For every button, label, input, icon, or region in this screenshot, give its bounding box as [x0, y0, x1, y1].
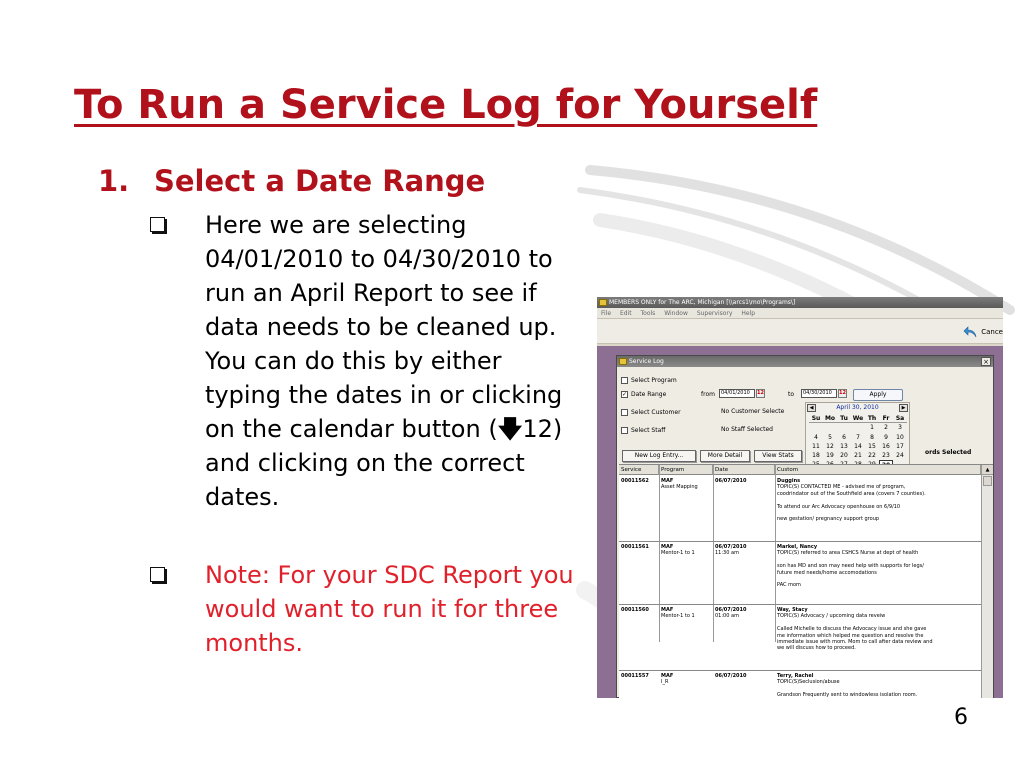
service-id-cell: [621, 544, 649, 550]
cell-text: future med needs/home accomodations: [777, 569, 877, 576]
cell-text: Way, Stacy: [777, 607, 808, 613]
cell-text: 00011557: [621, 673, 649, 679]
calendar-day[interactable]: 1: [870, 424, 874, 432]
date-cell: [715, 544, 746, 557]
cell-text: MAF: [661, 478, 674, 484]
cell-text: MAF: [661, 544, 674, 550]
calendar-day[interactable]: 19: [826, 452, 834, 460]
col-header-date[interactable]: Date: [713, 465, 775, 475]
app-titlebar: [597, 297, 1003, 308]
cell-text: Duggins: [777, 478, 801, 484]
cell-text: coodrindator out of the Southfield area (covers 7 counties).: [777, 490, 926, 497]
to-label: to: [788, 391, 795, 398]
cell-text: MAF: [661, 607, 674, 613]
cell-text: me information which helped me question and resolve the: [777, 632, 924, 639]
cell-text: new gestation/ pregnancy support group: [777, 516, 880, 523]
cell-text: TOPIC(S) Advocacy / upcoming data reveiw: [777, 613, 886, 620]
no-staff-text: No Staff Selected: [721, 426, 773, 433]
calendar-month: April 30, 2010: [836, 404, 879, 411]
cell-text: we will discuss how to proceed.: [777, 645, 856, 652]
new-log-entry-button[interactable]: New Log Entry...: [622, 450, 696, 462]
no-customer-text: No Customer Selecte: [721, 408, 785, 415]
calendar-day[interactable]: 22: [868, 452, 876, 460]
bullet-text-tail: 12) and clicking on the correct dates.: [205, 415, 563, 511]
step-text: Select a Date Range: [154, 164, 486, 198]
service-log-window: [616, 355, 994, 698]
col-header-customer[interactable]: Custom: [775, 465, 981, 475]
calendar-dow: Tu: [837, 414, 851, 423]
cell-text: 00011561: [621, 544, 649, 550]
date-range-label: Date Range: [631, 391, 667, 398]
cell-text: 06/07/2010: [715, 673, 747, 679]
calendar-blank: [837, 423, 851, 432]
customer-notes-cell: [777, 607, 933, 652]
cell-text: 11:30 am: [715, 550, 739, 557]
cell-text: 00011560: [621, 607, 649, 613]
to-calendar-button[interactable]: 12: [839, 390, 846, 396]
calendar-day[interactable]: 3: [898, 424, 902, 432]
calendar-dow: Su: [809, 414, 823, 423]
select-staff-label: Select Staff: [631, 427, 666, 434]
customer-notes-cell: [777, 478, 926, 523]
back-arrow-icon: [963, 326, 977, 338]
program-cell: [661, 607, 695, 620]
down-arrow-icon: 🡇: [497, 415, 523, 443]
cell-text: 01:00 am: [715, 613, 739, 620]
calendar-blank: [851, 423, 865, 432]
menu-supervisory[interactable]: Supervisory: [696, 310, 733, 317]
service-id-cell: [621, 607, 649, 613]
calendar-day[interactable]: 21: [854, 452, 862, 460]
customer-notes-cell: [777, 673, 917, 698]
cell-text: TOPIC(S) referred to area CSHCS Nurse at dept of health: [777, 550, 919, 557]
calendar-day[interactable]: 8: [870, 433, 874, 441]
cell-text: I_R: [661, 679, 669, 686]
cell-text: PAC mom: [777, 582, 801, 589]
service-log-grid: [619, 464, 993, 698]
calendar-grid: [809, 414, 909, 470]
cell-text: son has MD and son may need help with supports for legs/: [777, 563, 924, 570]
cell-text: TOPIC(S) CONTACTED ME - advised me of program,: [777, 484, 906, 491]
step-heading: [98, 164, 485, 198]
calendar-day[interactable]: 10: [896, 433, 904, 441]
cell-text: Asset Mapping: [661, 484, 698, 491]
menu-help[interactable]: Help: [741, 310, 756, 317]
calendar-day[interactable]: 9: [884, 433, 888, 441]
program-cell: [661, 478, 698, 491]
customer-notes-cell: [777, 544, 924, 589]
calendar-dow: We: [852, 415, 864, 422]
checkbox-bullet-icon: [150, 217, 165, 232]
calendar-dow: Th: [865, 414, 879, 423]
slide-title: To Run a Service Log for Yourself: [74, 82, 818, 128]
cell-text: immediate issue with mom. Mom to call after data review and: [777, 639, 933, 646]
scroll-thumb[interactable]: [983, 476, 992, 486]
cell-text: Terry, Rachel: [777, 673, 814, 679]
cancel-label: Cance: [981, 328, 1003, 336]
calendar-day[interactable]: 2: [884, 424, 888, 432]
close-icon[interactable]: ×: [981, 357, 991, 366]
app-toolbar: [597, 319, 1003, 344]
calendar-day[interactable]: 14: [854, 442, 862, 450]
service-id-cell: [621, 673, 649, 679]
table-row[interactable]: [619, 671, 981, 698]
view-stats-button[interactable]: View Stats: [754, 450, 802, 462]
calendar-day[interactable]: 17: [896, 442, 904, 450]
date-cell: [715, 607, 746, 620]
calendar-day[interactable]: 4: [814, 433, 818, 441]
cell-text: Mentor-1 to 1: [661, 613, 695, 620]
select-program-label: Select Program: [631, 377, 677, 384]
step-number: 1.: [98, 164, 130, 198]
bullet-text: [205, 208, 585, 514]
calendar-day[interactable]: 12: [826, 442, 834, 450]
app-window-title: MEMBERS ONLY for The ARC, Michigan [\\arcs1\mo\Programs\]: [609, 299, 796, 306]
date-cell: [715, 478, 746, 484]
from-date-input[interactable]: 04/01/2010: [719, 389, 755, 398]
app-menubar: [597, 308, 1003, 319]
service-log-titlebar: [617, 356, 993, 367]
select-customer-label: Select Customer: [631, 409, 681, 416]
table-row[interactable]: [619, 605, 981, 671]
calendar-prev-button[interactable]: ◀: [807, 404, 816, 412]
cell-text: To attend our Arc Advocacy openhouse on 6/9/10: [777, 503, 901, 510]
cell-text: 00011562: [621, 478, 649, 484]
service-log-title: Service Log: [629, 358, 664, 365]
app-icon: [599, 299, 607, 306]
bullet-text-main: Here we are selecting 04/01/2010 to 04/30/2010 to run an April Report to see if data needs to be cleaned up. You can do this by either typing the dates in or clicking on the calendar button (: [205, 211, 563, 443]
select-program-checkbox[interactable]: [621, 377, 628, 384]
cell-text: Mentor-1 to 1: [661, 550, 695, 557]
apply-button[interactable]: Apply: [853, 389, 903, 401]
calendar-dow: Mo: [824, 415, 836, 422]
calendar-day[interactable]: 7: [856, 433, 860, 441]
table-row[interactable]: [619, 476, 981, 542]
date-range-checkbox[interactable]: ✓: [622, 391, 628, 398]
cell-text: 06/07/2010: [715, 544, 747, 550]
select-customer-checkbox[interactable]: [621, 409, 628, 416]
checkbox-bullet-icon: [150, 567, 165, 582]
calendar-day[interactable]: 23: [882, 452, 890, 460]
from-label: from: [701, 391, 715, 398]
more-detail-button[interactable]: More Detail: [700, 450, 750, 462]
program-cell: [661, 673, 673, 686]
menu-window[interactable]: Window: [664, 310, 688, 317]
cell-text: Markel, Nancy: [777, 544, 818, 550]
menu-tools[interactable]: Tools: [640, 310, 656, 317]
calendar-day[interactable]: 24: [896, 452, 904, 460]
calendar-blank: [809, 423, 823, 432]
cell-text: TOPIC(S)Seclusion/abuse: [777, 679, 840, 686]
cell-text: Grandson Frequently sent to windowless isolation room.: [777, 692, 918, 698]
calendar-day[interactable]: 13: [840, 442, 848, 450]
calendar-day[interactable]: 11: [812, 442, 820, 450]
program-cell: [661, 544, 695, 557]
cell-text: Called Michelle to discuss the Advocacy issue and she gave: [777, 626, 927, 633]
menu-file[interactable]: File: [601, 310, 612, 317]
page-number: 6: [954, 705, 968, 730]
to-date-input[interactable]: 04/30/2010: [801, 389, 837, 398]
col-header-program[interactable]: Program: [659, 465, 713, 475]
menu-edit[interactable]: Edit: [619, 310, 632, 317]
calendar-day[interactable]: 20: [840, 452, 848, 460]
calendar-day[interactable]: 15: [868, 442, 876, 450]
service-id-cell: [621, 478, 649, 484]
app-screenshot: [597, 297, 1003, 698]
calendar-dow: Sa: [893, 414, 907, 423]
cell-text: 06/07/2010: [715, 607, 747, 613]
records-selected-text: ords Selected: [925, 449, 972, 456]
col-header-service[interactable]: Service: [619, 465, 659, 475]
grid-scrollbar[interactable]: [981, 465, 993, 698]
date-cell: [715, 673, 746, 679]
calendar-dow: Fr: [879, 414, 893, 423]
note-text: Note: For your SDC Report you would want to run it for three months.: [205, 561, 574, 657]
select-staff-checkbox[interactable]: [621, 427, 628, 434]
calendar-next-button[interactable]: ▶: [899, 404, 908, 412]
from-calendar-button[interactable]: 12: [757, 390, 764, 396]
calendar-day[interactable]: 6: [842, 433, 846, 441]
calendar-blank: [823, 423, 837, 432]
scroll-up-icon[interactable]: ▲: [982, 465, 993, 475]
calendar-day[interactable]: 16: [882, 442, 890, 450]
cancel-button[interactable]: [961, 325, 1003, 339]
cell-text: MAF: [661, 673, 674, 679]
calendar-day[interactable]: 18: [812, 452, 820, 460]
table-row[interactable]: [619, 542, 981, 605]
app-icon: [619, 358, 627, 365]
cell-text: 06/07/2010: [715, 478, 747, 484]
calendar-day[interactable]: 5: [828, 433, 832, 441]
